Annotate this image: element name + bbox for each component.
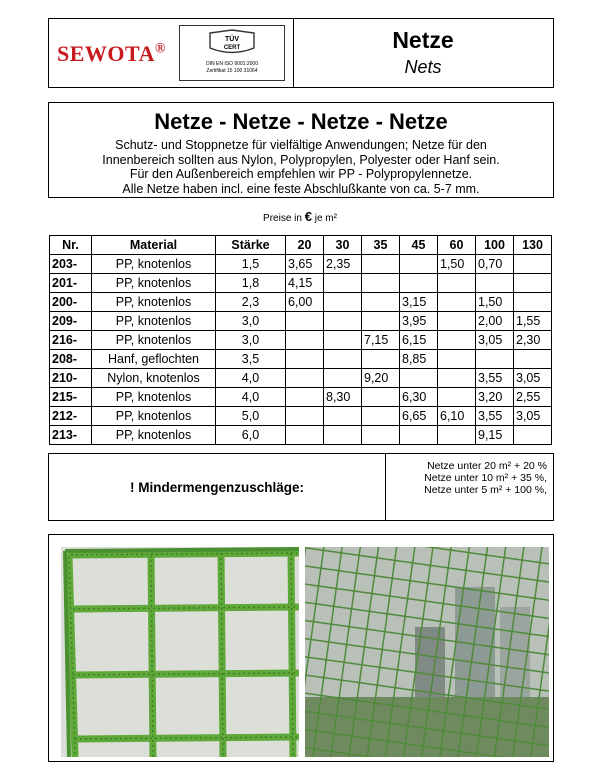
price-table	[49, 235, 552, 445]
cell-price-45	[400, 369, 438, 388]
surcharge-label: ! Mindermengenzuschläge:	[49, 454, 386, 520]
cell-price-20	[286, 350, 324, 369]
cell-price-100: 3,05	[476, 331, 514, 350]
info-line: Innenbereich sollten aus Nylon, Polypropylen, Polyester oder Hanf sein.	[102, 152, 500, 167]
column-header-staerke: Stärke	[216, 236, 286, 255]
cell-price-130: 2,55	[514, 388, 552, 407]
cell-price-45: 8,85	[400, 350, 438, 369]
registered-mark: ®	[154, 41, 166, 57]
cell-price-30	[324, 369, 362, 388]
net-outdoor-image	[305, 547, 549, 757]
cell-material: PP, knotenlos	[92, 426, 216, 445]
net-closeup-photo	[61, 547, 299, 757]
cell-price-30: 2,35	[324, 255, 362, 274]
cell-nr: 209-	[50, 312, 92, 331]
cell-price-100: 1,50	[476, 293, 514, 312]
cell-price-20	[286, 369, 324, 388]
page-subtitle: Nets	[404, 57, 442, 77]
surcharge-box	[48, 453, 554, 521]
surcharge-list	[385, 460, 553, 496]
table-header-row	[50, 236, 552, 255]
cell-price-60	[438, 312, 476, 331]
price-note-prefix: Preise in	[263, 213, 302, 224]
cell-price-35	[362, 388, 400, 407]
photo-box	[48, 534, 554, 762]
cell-price-130	[514, 426, 552, 445]
cell-material: PP, knotenlos	[92, 255, 216, 274]
cell-material: PP, knotenlos	[92, 331, 216, 350]
cell-price-30	[324, 350, 362, 369]
column-header-material: Material	[92, 236, 216, 255]
table-row	[50, 350, 552, 369]
cell-price-30	[324, 293, 362, 312]
cell-price-130	[514, 350, 552, 369]
cell-price-30	[324, 274, 362, 293]
cell-price-20	[286, 426, 324, 445]
column-header-20: 20	[286, 236, 324, 255]
cell-price-20	[286, 407, 324, 426]
cell-material: PP, knotenlos	[92, 312, 216, 331]
cell-material: PP, knotenlos	[92, 407, 216, 426]
column-header-130: 130	[514, 236, 552, 255]
cell-price-100: 3,20	[476, 388, 514, 407]
cell-price-45: 3,15	[400, 293, 438, 312]
cell-price-60	[438, 388, 476, 407]
cell-price-45	[400, 426, 438, 445]
cell-price-20: 3,65	[286, 255, 324, 274]
cell-price-60: 6,10	[438, 407, 476, 426]
cell-nr: 210-	[50, 369, 92, 388]
cell-price-100: 3,55	[476, 407, 514, 426]
net-closeup-image	[61, 547, 299, 757]
cell-price-100: 9,15	[476, 426, 514, 445]
cell-price-100	[476, 350, 514, 369]
cell-price-45	[400, 255, 438, 274]
cell-price-100	[476, 274, 514, 293]
surcharge-item: Netze unter 10 m² + 35 %,	[424, 472, 547, 484]
table-row	[50, 255, 552, 274]
table-row	[50, 426, 552, 445]
cell-price-30: 8,30	[324, 388, 362, 407]
info-line: Schutz- und Stoppnetze für vielfältige Anwendungen; Netze für den	[115, 138, 487, 152]
cell-price-35	[362, 293, 400, 312]
cell-price-35: 7,15	[362, 331, 400, 350]
cell-material: PP, knotenlos	[92, 293, 216, 312]
cell-price-20	[286, 331, 324, 350]
cell-price-45: 3,95	[400, 312, 438, 331]
cell-price-130: 3,05	[514, 407, 552, 426]
cell-price-45: 6,15	[400, 331, 438, 350]
cell-price-30	[324, 331, 362, 350]
cell-staerke: 5,0	[216, 407, 286, 426]
surcharge-item: Netze unter 20 m² + 20 %	[427, 460, 547, 472]
euro-symbol: €	[304, 209, 312, 224]
cell-nr: 208-	[50, 350, 92, 369]
cell-price-60	[438, 274, 476, 293]
column-header-30: 30	[324, 236, 362, 255]
page-title: Netze	[392, 27, 454, 53]
cell-price-35	[362, 312, 400, 331]
cell-price-130	[514, 293, 552, 312]
cell-nr: 213-	[50, 426, 92, 445]
cell-staerke: 3,0	[216, 331, 286, 350]
cell-price-30	[324, 426, 362, 445]
column-header-100: 100	[476, 236, 514, 255]
cell-price-20	[286, 312, 324, 331]
cell-staerke: 1,5	[216, 255, 286, 274]
svg-text:TÜV: TÜV	[225, 36, 239, 43]
price-note	[0, 209, 600, 224]
column-header-60: 60	[438, 236, 476, 255]
cell-price-45	[400, 274, 438, 293]
cell-price-60	[438, 369, 476, 388]
cell-material: Nylon, knotenlos	[92, 369, 216, 388]
cell-price-30	[324, 407, 362, 426]
cell-nr: 216-	[50, 331, 92, 350]
cell-material: Hanf, geflochten	[92, 350, 216, 369]
table-row	[50, 407, 552, 426]
cell-staerke: 1,8	[216, 274, 286, 293]
price-note-suffix: je m²	[314, 213, 337, 224]
column-header-35: 35	[362, 236, 400, 255]
cell-price-130	[514, 255, 552, 274]
cell-price-20: 4,15	[286, 274, 324, 293]
cell-staerke: 3,5	[216, 350, 286, 369]
column-header-nr: Nr.	[50, 236, 92, 255]
info-box	[48, 102, 554, 198]
cell-price-45: 6,65	[400, 407, 438, 426]
cell-price-20	[286, 388, 324, 407]
cell-price-45: 6,30	[400, 388, 438, 407]
cell-material: PP, knotenlos	[92, 274, 216, 293]
table-row	[50, 293, 552, 312]
logo-cell	[49, 19, 294, 87]
info-text	[55, 138, 547, 196]
cert-number: Zertifikat 15 100 31064	[206, 68, 258, 74]
cell-staerke: 4,0	[216, 369, 286, 388]
cell-staerke: 6,0	[216, 426, 286, 445]
surcharge-item: Netze unter 5 m² + 100 %,	[424, 484, 547, 496]
title-cell	[293, 19, 553, 87]
info-title: Netze - Netze - Netze - Netze	[154, 109, 448, 134]
cell-nr: 201-	[50, 274, 92, 293]
tuv-cert-logo	[203, 28, 261, 58]
cell-price-130: 3,05	[514, 369, 552, 388]
cell-nr: 203-	[50, 255, 92, 274]
table-body	[50, 255, 552, 445]
cell-price-35	[362, 350, 400, 369]
cell-staerke: 4,0	[216, 388, 286, 407]
cell-price-35: 9,20	[362, 369, 400, 388]
table-row	[50, 331, 552, 350]
svg-text:CERT: CERT	[223, 45, 241, 51]
cell-price-35	[362, 407, 400, 426]
table-row	[50, 388, 552, 407]
cell-nr: 212-	[50, 407, 92, 426]
cell-price-35	[362, 274, 400, 293]
cell-price-100: 3,55	[476, 369, 514, 388]
cell-price-130	[514, 274, 552, 293]
cell-staerke: 3,0	[216, 312, 286, 331]
certification-badge	[179, 25, 285, 81]
cell-price-30	[324, 312, 362, 331]
cell-price-60	[438, 331, 476, 350]
cell-price-60: 1,50	[438, 255, 476, 274]
info-line: Alle Netze haben incl. eine feste Abschlußkante von ca. 5-7 mm.	[122, 181, 480, 196]
cell-price-60	[438, 350, 476, 369]
cell-nr: 200-	[50, 293, 92, 312]
cell-price-60	[438, 293, 476, 312]
brand-logo	[57, 41, 166, 67]
table-row	[50, 312, 552, 331]
info-line: Für den Außenbereich empfehlen wir PP - Polypropylennetze.	[129, 167, 473, 181]
cell-price-130: 1,55	[514, 312, 552, 331]
cell-price-35	[362, 255, 400, 274]
cell-price-60	[438, 426, 476, 445]
cell-price-100: 0,70	[476, 255, 514, 274]
column-header-45: 45	[400, 236, 438, 255]
cell-price-20: 6,00	[286, 293, 324, 312]
net-outdoor-photo	[305, 547, 549, 757]
cell-staerke: 2,3	[216, 293, 286, 312]
cell-price-35	[362, 426, 400, 445]
table-row	[50, 369, 552, 388]
cert-standard: DIN EN ISO 9001:2000	[206, 61, 258, 67]
cell-nr: 215-	[50, 388, 92, 407]
cell-price-100: 2,00	[476, 312, 514, 331]
cell-material: PP, knotenlos	[92, 388, 216, 407]
cell-price-130: 2,30	[514, 331, 552, 350]
table-row	[50, 274, 552, 293]
brand-name: SEWOTA	[57, 41, 155, 66]
header-box	[48, 18, 554, 88]
